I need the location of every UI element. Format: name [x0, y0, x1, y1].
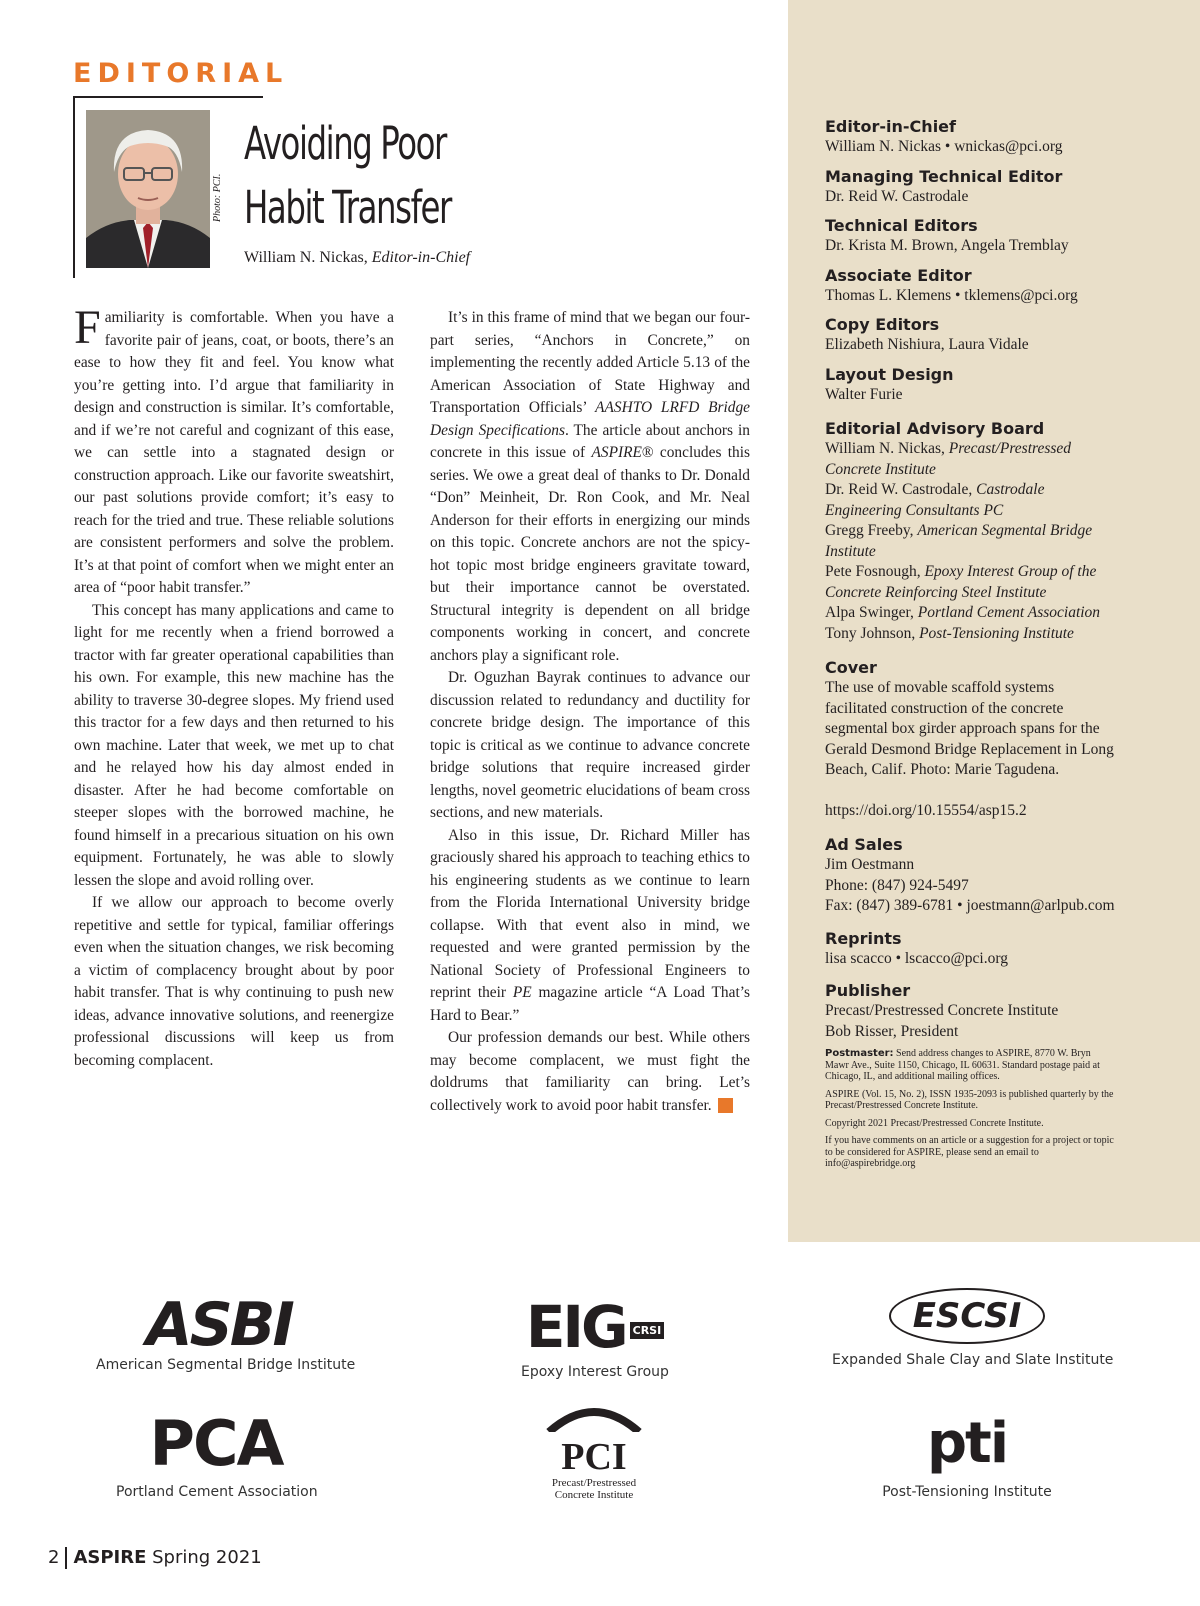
author-portrait — [86, 110, 210, 268]
member-name: Tony Johnson, — [825, 624, 920, 642]
member-org: Post-Tensioning Institute — [919, 624, 1074, 642]
masthead-heading: Editor-in-Chief — [825, 117, 956, 136]
member-name: Alpa Swinger, — [825, 604, 918, 621]
pti-logo — [872, 1411, 1062, 1500]
masthead-block — [825, 835, 1115, 917]
member-org: Castrodale Engineering Consultants PC — [825, 481, 1045, 519]
member-name: Dr. Reid W. Castrodale, — [825, 481, 977, 498]
pca-wordmark: PCA — [149, 1407, 283, 1480]
headline-line-2: Habit Transfer — [244, 181, 451, 234]
page-footer — [48, 1547, 262, 1569]
magazine-name: ASPIRE — [591, 444, 642, 461]
escsi-logo — [832, 1288, 1114, 1368]
member-name: William N. Nickas, — [825, 440, 949, 457]
eig-caption: Epoxy Interest Group — [521, 1364, 669, 1380]
copyright-note: Copyright 2021 Precast/Prestressed Concrete Institute. — [825, 1117, 1044, 1129]
pca-caption: Portland Cement Association — [116, 1484, 318, 1500]
paragraph: This concept has many applications and came to light for me recently when a friend borrowed a tractor with far greater operational capabilities than his own. For example, this new machine has the ability to traverse 30-degree slopes. My friend used this tractor for a few days and then returned to his own machine. Later that week, we met up to chat and he relayed how his day almost ended in disaster. After he had become comfortable on steeper slopes with the borrowed machine, he found himself in a precarious situation on his own equipment. Fortunately, he was able to slowly lessen the slope and avoid rolling over. — [74, 601, 394, 889]
masthead-value: Fax: (847) 389-6781 • joestmann@arlpub.com — [825, 897, 1115, 914]
comments-note: If you have comments on an article or a suggestion for a project or topic to be considered for ASPIRE, please send an email to info@aspirebridge.org — [825, 1135, 1114, 1169]
masthead-heading: Copy Editors — [825, 315, 940, 334]
member-org: American Segmental Bridge Institute — [825, 522, 1093, 560]
footer-divider — [65, 1547, 67, 1569]
photo-credit: Photo: PCI. — [212, 173, 223, 222]
board-member — [825, 439, 1115, 480]
byline — [244, 249, 470, 267]
masthead-heading: Editorial Advisory Board — [825, 419, 1045, 438]
aspire-end-icon: A — [718, 1098, 733, 1113]
masthead-block — [825, 365, 1115, 406]
publication-title: AASHTO LRFD Bridge Design Specifications — [430, 399, 750, 439]
pci-wordmark: PCI — [561, 1436, 627, 1478]
asbi-wordmark: ASBI — [146, 1290, 292, 1360]
section-label: EDITORIAL — [73, 58, 289, 89]
board-member — [825, 480, 1115, 521]
masthead-value: Dr. Reid W. Castrodale — [825, 187, 969, 205]
member-org: Epoxy Interest Group of the Concrete Reinforcing Steel Institute — [825, 563, 1097, 601]
pca-logo — [116, 1407, 318, 1500]
cover-caption: The use of movable scaffold systems facilitated construction of the concrete segmental box girder approach spans for the Gerald Desmond Bridge Replacement in Long Beach, Calif. Photo: Marie Tagudena. — [825, 679, 1114, 778]
masthead-value: Jim Oestmann — [825, 856, 915, 873]
masthead-block — [825, 658, 1115, 781]
advisory-board — [825, 419, 1115, 644]
doi-link[interactable]: https://doi.org/10.15554/asp15.2 — [825, 801, 1027, 819]
masthead-value: Elizabeth Nishiura, Laura Vidale — [825, 336, 1029, 353]
paragraph — [74, 301, 394, 600]
masthead-block — [825, 117, 1115, 158]
byline-name: William N. Nickas, — [244, 249, 372, 266]
eig-wordmark: EIG — [525, 1293, 626, 1361]
article-column-2 — [430, 307, 750, 1117]
board-member — [825, 521, 1115, 562]
masthead-value: Walter Furie — [825, 385, 903, 403]
masthead-heading: Technical Editors — [825, 216, 978, 235]
pci-caption-1: Precast/Prestressed — [551, 1477, 637, 1489]
crsi-badge: CRSI — [630, 1322, 665, 1339]
escsi-caption: Expanded Shale Clay and Slate Institute — [832, 1352, 1114, 1368]
postmaster-note — [825, 1048, 1115, 1083]
paragraph — [430, 1027, 750, 1117]
member-name: Pete Fosnough, — [825, 563, 925, 580]
masthead-block — [825, 801, 1115, 822]
masthead-value: William N. Nickas • wnickas@pci.org — [825, 138, 1063, 155]
paragraph-text: Our profession demands our best. While others may become complacent, we must fight the doldrums that familiarity can bring. Let’s collectively work to avoid poor habit transfer. — [430, 1029, 750, 1114]
masthead-block — [825, 216, 1115, 257]
masthead-value: Precast/Prestressed Concrete Institute — [825, 1002, 1059, 1019]
board-member — [825, 562, 1115, 603]
byline-role: Editor-in-Chief — [371, 249, 471, 266]
masthead-value: Thomas L. Klemens • tklemens@pci.org — [825, 286, 1078, 304]
paragraph-text: magazine article “A Load That’s Hard to Bear.” — [430, 984, 750, 1024]
pci-caption-2: Concrete Institute — [554, 1489, 634, 1501]
board-member — [825, 603, 1115, 624]
headline-line-1: Avoiding Poor — [244, 117, 446, 170]
headline — [244, 112, 451, 240]
paragraph-text: Also in this issue, Dr. Richard Miller has graciously shared his approach to teaching ethics to his engineering students as we continue to learn from the Florida International University bridge collapse. With that event also in mind, we requested and were granted permission by the National Society of Professional Engineers to reprint their — [430, 826, 750, 1001]
board-member — [825, 624, 1115, 645]
masthead-heading: Associate Editor — [825, 265, 972, 285]
postmaster-label: Postmaster: — [825, 1048, 894, 1059]
page-number: 2 — [48, 1547, 60, 1568]
masthead-block — [825, 315, 1115, 356]
masthead-value: Dr. Krista M. Brown, Angela Tremblay — [825, 237, 1069, 254]
masthead-block — [825, 266, 1115, 307]
paragraph: If we allow our approach to become overly repetitive and settle for typical, familiar offerings even when the situation changes, we risk becoming a victim of complacency brought about by poor habit transfer. That is why continuing to push new ideas, advance innovative solutions, and reenergize professional discussions will keep us from becoming complacent. — [74, 894, 394, 1069]
masthead-block — [825, 981, 1115, 1042]
paragraph-text: ® concludes this series. We owe a great deal of thanks to Dr. Donald “Don” Meinheit, Dr. Ron Cook, and Mr. Neal Anderson for their efforts in energizing our minds on this topic. Concrete anchors are not the spicy-hot topic most bridge engineers gravitate toward, but their importance cannot be overstated. Structural integrity is dependent on all bridge components working in concert, and concrete anchors play a significant role. — [430, 444, 750, 664]
masthead-heading: Managing Technical Editor — [825, 166, 1063, 186]
member-org: Precast/Prestressed Concrete Institute — [825, 440, 1072, 478]
drop-cap: F — [74, 301, 101, 354]
eig-logo — [492, 1293, 698, 1380]
masthead-block — [825, 929, 1115, 970]
eig-mark — [492, 1293, 698, 1361]
masthead — [825, 117, 1115, 1170]
masthead-heading: Reprints — [825, 928, 902, 948]
masthead-block — [825, 167, 1115, 208]
paragraph — [430, 307, 750, 667]
member-org: Portland Cement Association — [917, 604, 1101, 621]
masthead-heading: Cover — [825, 658, 877, 677]
issn-note: ASPIRE (Vol. 15, No. 2), ISSN 1935-2093 is published quarterly by the Precast/Prestressed Concrete Institute. — [825, 1088, 1114, 1111]
paragraph: Dr. Oguzhan Bayrak continues to advance our discussion related to redundancy and ductility for concrete bridge design. The importance of this topic is critical as we continue to advance concrete bridge solutions that require increased girder lengths, novel geometric elucidations of beam cross sections, and new materials. — [430, 669, 750, 821]
masthead-value: lisa scacco • lscacco@pci.org — [825, 949, 1008, 967]
pti-caption: Post-Tensioning Institute — [882, 1484, 1052, 1500]
escsi-wordmark: ESCSI — [889, 1288, 1046, 1344]
postmaster-text: Send address changes to ASPIRE, 8770 W. Bryn Mawr Ave., Suite 1150, Chicago, IL 60631. Standard postage paid at Chicago, IL, and additional mailing offices. — [825, 1048, 1100, 1082]
masthead-heading: Publisher — [825, 981, 911, 1000]
paragraph-text: amiliarity is comfortable. When you have a favorite pair of jeans, coat, or boots, there’s an ease to how they fit and feel. You know what you’re getting into. I’d argue that familiarity in design and construction is similar. It’s comfortable, and if we’re not careful and cognizant of this ease, we can settle into a stagnated design or construction approach. Like our favorite sweatshirt, our past solutions provide comfort; it’s easy to reach for the tried and true. These reliable solutions are consistent performers and solve the problem. It’s at that point of comfort when we might enter an area of “poor habit transfer.” — [74, 309, 394, 596]
asbi-caption: American Segmental Bridge Institute — [96, 1357, 356, 1373]
article-column-1 — [74, 301, 394, 1072]
asbi-logo — [96, 1290, 356, 1373]
masthead-value: Phone: (847) 924-5497 — [825, 876, 969, 894]
masthead-heading: Ad Sales — [825, 835, 903, 854]
magazine-name: ASPIRE — [73, 1547, 147, 1568]
pci-logo — [524, 1402, 664, 1501]
paragraph — [430, 825, 750, 1028]
pti-wordmark: pti — [926, 1411, 1008, 1476]
masthead-heading: Layout Design — [825, 364, 954, 384]
member-name: Gregg Freeby, — [825, 522, 918, 539]
magazine-name: PE — [512, 984, 532, 1001]
issue-label: Spring 2021 — [146, 1547, 262, 1568]
masthead-value: Bob Risser, President — [825, 1022, 959, 1040]
pci-arch-icon — [544, 1402, 644, 1432]
paragraph-text: . The article about anchors in concrete in this issue of — [430, 421, 750, 461]
paragraph-text: It’s in this frame of mind that we began our four-part series, “Anchors in Concrete,” on implementing the recently added Article 5.13 of the American Association of State Highway and Transportation Officials’ — [430, 309, 750, 416]
